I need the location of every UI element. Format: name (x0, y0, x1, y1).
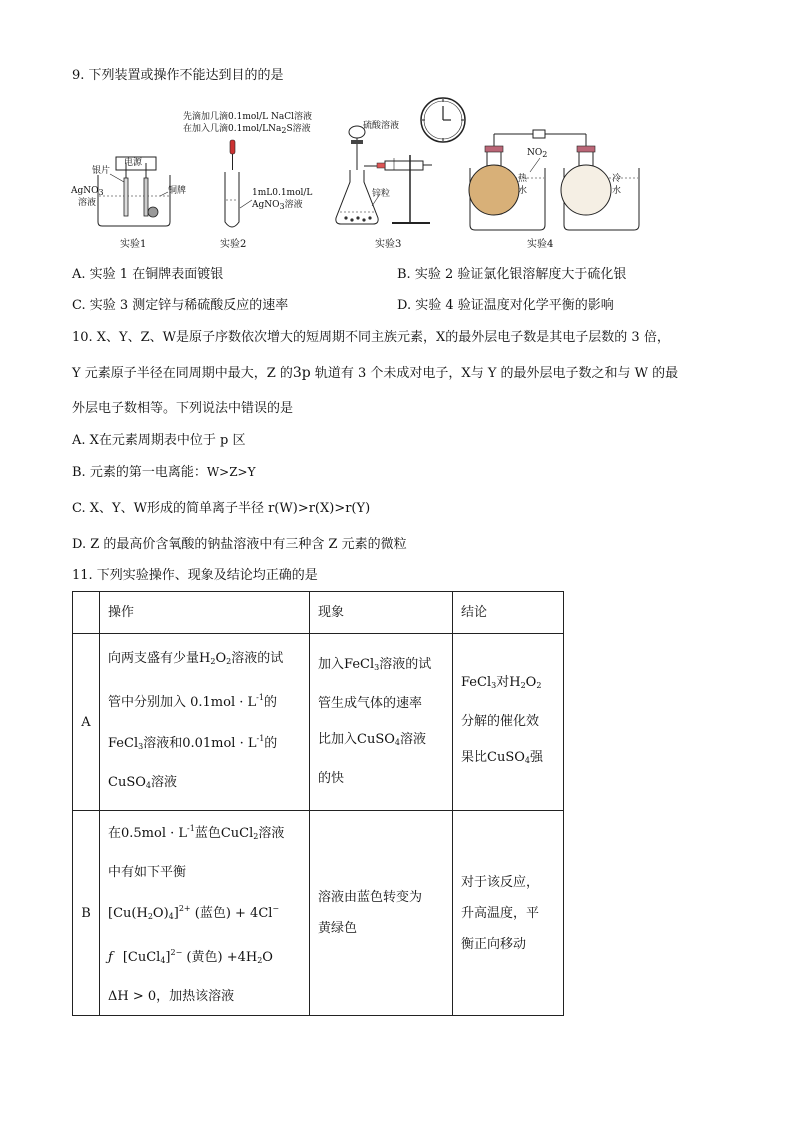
q9-option-b: B. 实验 2 验证氯化银溶解度大于硫化银 (397, 267, 627, 282)
row-b-conclusion: 对于该反应， 升高温度，平 衡正向移动 (453, 811, 564, 1016)
cold-water-label-1: 冷 (612, 174, 622, 184)
table-header-conclusion: 结论 (453, 592, 564, 634)
table-row (73, 634, 564, 811)
table-header-phenomenon: 现象 (310, 592, 453, 634)
table-row (73, 811, 564, 1016)
q10-stem-line2: Y 元素原子半径在同周期中最大，Z 的3p 轨道有 3 个未成对电子，X与 Y 的最外层电子数之和与 W 的最 (72, 365, 679, 381)
tube-volume-label: 1mL0.1mol/L (252, 188, 313, 198)
q9-option-c: C. 实验 3 测定锌与稀硫酸反应的速率 (72, 298, 289, 313)
row-b-phenomenon: 溶液由蓝色转变为 黄绿色 (310, 811, 453, 1016)
q10-option-c: C. X、Y、W形成的简单离子半径 r(W)>r(X)>r(Y) (72, 501, 371, 516)
q10-option-a: A. X在元素周期表中位于 p 区 (72, 433, 246, 448)
dropper-step1-label: 先滴加几滴0.1mol/L NaCl溶液 (183, 112, 313, 122)
row-a-phenomenon: 加入FeCl$_3$溶液的试 管生成气体的速率 比加入CuSO$_4$溶液 的快 (310, 634, 453, 811)
q10-stem-line3: 外层电子数相等。下列说法中错误的是 (72, 401, 294, 416)
q9-option-d: D. 实验 4 验证温度对化学平衡的影响 (397, 298, 614, 313)
hot-water-label-2: 水 (518, 186, 528, 196)
table-header-operation: 操作 (100, 592, 310, 634)
q10-option-d: D. Z 的最高价含氧酸的钠盐溶液中有三种含 Z 元素的微粒 (72, 537, 407, 552)
power-label: 电源 (124, 158, 143, 168)
silver-label: 银片 (92, 166, 111, 176)
copper-label: 铜牌 (168, 186, 187, 196)
fig2-caption: 实验2 (220, 239, 247, 250)
cold-water-label-2: 水 (612, 186, 622, 196)
q9-option-a: A. 实验 1 在铜牌表面镀银 (72, 267, 224, 282)
table-header-empty (73, 592, 100, 634)
solution-label: 溶液 (78, 198, 97, 208)
q10-option-b: B. 元素的第一电离能：W>Z>Y (72, 465, 256, 480)
no2-label: NO2 (527, 148, 548, 159)
dropper-step2-label: 在加入几滴0.1mol/LNa2S溶液 (183, 124, 311, 135)
fig4-caption: 实验4 (527, 239, 554, 250)
row-a-conclusion: FeCl$_3$对$H_2O_2$ 分解的催化效 果比CuSO$_4$强 (453, 634, 564, 811)
hot-water-label-1: 热 (518, 174, 528, 184)
table-header-row (73, 592, 564, 634)
tube-solution-label: AgNO3溶液 (252, 200, 303, 211)
row-a-operation: 向两支盛有少量$H_2O_2$溶液的试 管中分别加入 $0.1mol \cdot L^{-1}$的 FeCl$_3$溶液和$0.01mol \cdot L^{-1}$的 CuSO$_4$溶液 (100, 634, 310, 811)
experiment-table (72, 591, 564, 1016)
fig3-caption: 实验3 (375, 239, 402, 250)
acid-label: 硫酸溶液 (363, 121, 400, 131)
row-b-operation: 在$0.5mol \cdot L^{-1}$蓝色CuCl$_2$溶液 中有如下平衡 $[Cu(H_2O)_4]^{2+}$ (蓝色) + 4Cl− ƒ [CuCl$_4$]$^{2-}$ (黄色) $+4H_2O$ ΔH > 0，加热该溶液 (100, 811, 310, 1016)
row-b-key: B (73, 811, 100, 1016)
q11-stem: 11. 下列实验操作、现象及结论均正确的是 (72, 568, 318, 583)
row-a-key: A (73, 634, 100, 811)
q10-stem-line1: 10. X、Y、Z、W是原子序数依次增大的短周期不同主族元素，X的最外层电子数是其电子层数的 3 倍， (72, 330, 670, 345)
zinc-label: 锌粒 (372, 189, 391, 199)
agno3-label: AgNO3 (71, 186, 104, 197)
fig1-caption: 实验1 (120, 239, 147, 250)
q9-stem: 9. 下列装置或操作不能达到目的的是 (72, 68, 284, 83)
